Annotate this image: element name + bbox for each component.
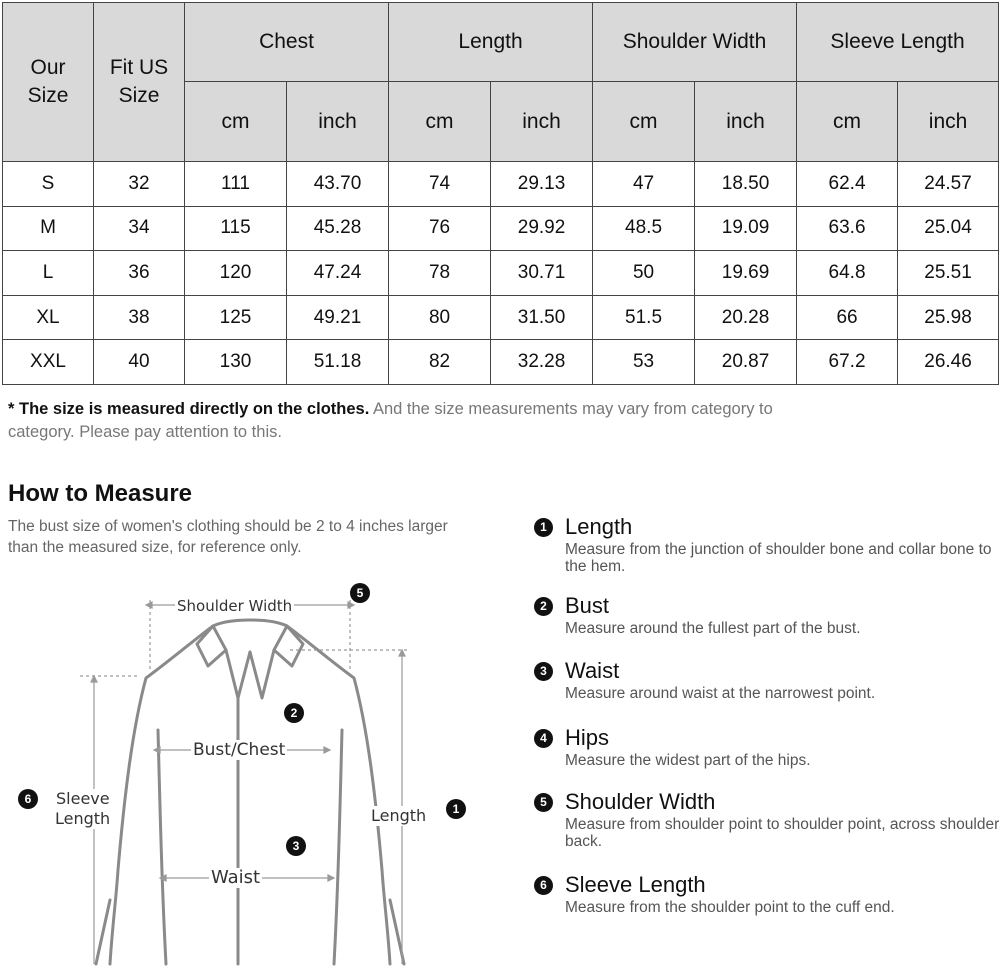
shirt-diagram <box>0 570 500 966</box>
table-cell: 51.5 <box>593 295 695 340</box>
header-our-size: Our Size <box>3 3 94 162</box>
legend-desc: Measure around waist at the narrowest point. <box>565 685 876 702</box>
table-cell: 30.71 <box>491 251 593 296</box>
marker-3-icon: 3 <box>534 662 553 681</box>
shirt-outline-icon <box>0 570 500 966</box>
legend-desc: Measure from the shoulder point to the cuff end. <box>565 899 895 916</box>
header-fit-us-size: Fit US Size <box>94 3 185 162</box>
unit-header: inch <box>287 82 389 162</box>
how-to-measure-title: How to Measure <box>8 480 193 507</box>
table-row <box>3 162 999 207</box>
legend-desc: Measure around the fullest part of the bust. <box>565 620 861 637</box>
table-cell: 64.8 <box>797 251 898 296</box>
table-cell: 82 <box>389 340 491 385</box>
table-row <box>3 340 999 385</box>
diagram-label-sleeve: Sleeve <box>56 789 110 808</box>
unit-header: cm <box>185 82 287 162</box>
table-cell: 43.70 <box>287 162 389 207</box>
marker-5-icon: 5 <box>350 583 370 603</box>
header-length: Length <box>389 3 593 82</box>
table-cell: 115 <box>185 206 287 251</box>
table-row <box>3 206 999 251</box>
legend-desc: Measure the widest part of the hips. <box>565 752 811 769</box>
legend-title: Hips <box>565 725 610 750</box>
table-cell: 25.51 <box>898 251 999 296</box>
table-cell: 53 <box>593 340 695 385</box>
size-chart-table <box>2 2 999 385</box>
table-row <box>3 295 999 340</box>
table-cell: 20.87 <box>695 340 797 385</box>
table-cell: 125 <box>185 295 287 340</box>
table-cell: 62.4 <box>797 162 898 207</box>
size-label-cell: M <box>3 206 94 251</box>
table-cell: 19.09 <box>695 206 797 251</box>
unit-header: cm <box>593 82 695 162</box>
note-bold: * The size is measured directly on the clothes. <box>8 400 370 418</box>
diagram-label-bust-chest: Bust/Chest <box>193 740 286 760</box>
marker-2-icon: 2 <box>534 597 553 616</box>
table-cell: 19.69 <box>695 251 797 296</box>
table-cell: 63.6 <box>797 206 898 251</box>
table-cell: 32 <box>94 162 185 207</box>
size-label-cell: XL <box>3 295 94 340</box>
table-cell: 47.24 <box>287 251 389 296</box>
table-cell: 25.98 <box>898 295 999 340</box>
table-cell: 40 <box>94 340 185 385</box>
table-cell: 51.18 <box>287 340 389 385</box>
unit-header: inch <box>695 82 797 162</box>
table-cell: 38 <box>94 295 185 340</box>
table-cell: 20.28 <box>695 295 797 340</box>
marker-2-icon: 2 <box>284 703 304 723</box>
unit-header: inch <box>491 82 593 162</box>
table-cell: 47 <box>593 162 695 207</box>
table-cell: 74 <box>389 162 491 207</box>
header-shoulder-width: Shoulder Width <box>593 3 797 82</box>
table-cell: 130 <box>185 340 287 385</box>
table-cell: 26.46 <box>898 340 999 385</box>
table-cell: 67.2 <box>797 340 898 385</box>
marker-1-icon: 1 <box>446 799 466 819</box>
diagram-label-waist: Waist <box>211 867 261 888</box>
size-label-cell: S <box>3 162 94 207</box>
table-cell: 18.50 <box>695 162 797 207</box>
table-cell: 24.57 <box>898 162 999 207</box>
diagram-label-shoulder-width: Shoulder Width <box>177 597 293 615</box>
table-cell: 45.28 <box>287 206 389 251</box>
header-row-groups <box>3 3 999 82</box>
marker-1-icon: 1 <box>534 518 553 537</box>
marker-6-icon: 6 <box>534 876 553 895</box>
table-cell: 34 <box>94 206 185 251</box>
marker-4-icon: 4 <box>534 729 553 748</box>
note-rest: And the size measurements may vary from category to category. Please pay attention to this. <box>8 400 773 441</box>
unit-header: inch <box>898 82 999 162</box>
table-cell: 48.5 <box>593 206 695 251</box>
legend-desc: Measure from shoulder point to shoulder point, across shoulder back. <box>565 816 1000 850</box>
table-cell: 32.28 <box>491 340 593 385</box>
table-cell: 111 <box>185 162 287 207</box>
table-cell: 29.92 <box>491 206 593 251</box>
table-cell: 25.04 <box>898 206 999 251</box>
measurement-note <box>8 398 808 444</box>
table-cell: 29.13 <box>491 162 593 207</box>
table-cell: 31.50 <box>491 295 593 340</box>
diagram-label-sleeve-length: Length <box>55 809 111 828</box>
table-cell: 49.21 <box>287 295 389 340</box>
size-rows <box>3 162 999 385</box>
table-cell: 66 <box>797 295 898 340</box>
unit-header: cm <box>389 82 491 162</box>
legend-title: Bust <box>565 593 610 618</box>
table-cell: 80 <box>389 295 491 340</box>
table-cell: 36 <box>94 251 185 296</box>
marker-6-icon: 6 <box>18 789 38 809</box>
header-chest: Chest <box>185 3 389 82</box>
legend-title: Length <box>565 514 633 539</box>
table-cell: 50 <box>593 251 695 296</box>
table-row <box>3 251 999 296</box>
size-label-cell: XXL <box>3 340 94 385</box>
legend-title: Shoulder Width <box>565 789 716 814</box>
table-cell: 76 <box>389 206 491 251</box>
size-label-cell: L <box>3 251 94 296</box>
marker-5-icon: 5 <box>534 793 553 812</box>
how-to-measure-intro: The bust size of women's clothing should be 2 to 4 inches larger than the measured size, for reference only. <box>8 518 448 556</box>
table-cell: 120 <box>185 251 287 296</box>
header-sleeve-length: Sleeve Length <box>797 3 999 82</box>
legend-title: Waist <box>565 658 620 683</box>
legend-desc: Measure from the junction of shoulder bone and collar bone to the hem. <box>565 541 992 575</box>
table-cell: 78 <box>389 251 491 296</box>
marker-3-icon: 3 <box>286 836 306 856</box>
unit-header: cm <box>797 82 898 162</box>
legend-title: Sleeve Length <box>565 872 706 897</box>
diagram-label-length: Length <box>371 806 427 825</box>
